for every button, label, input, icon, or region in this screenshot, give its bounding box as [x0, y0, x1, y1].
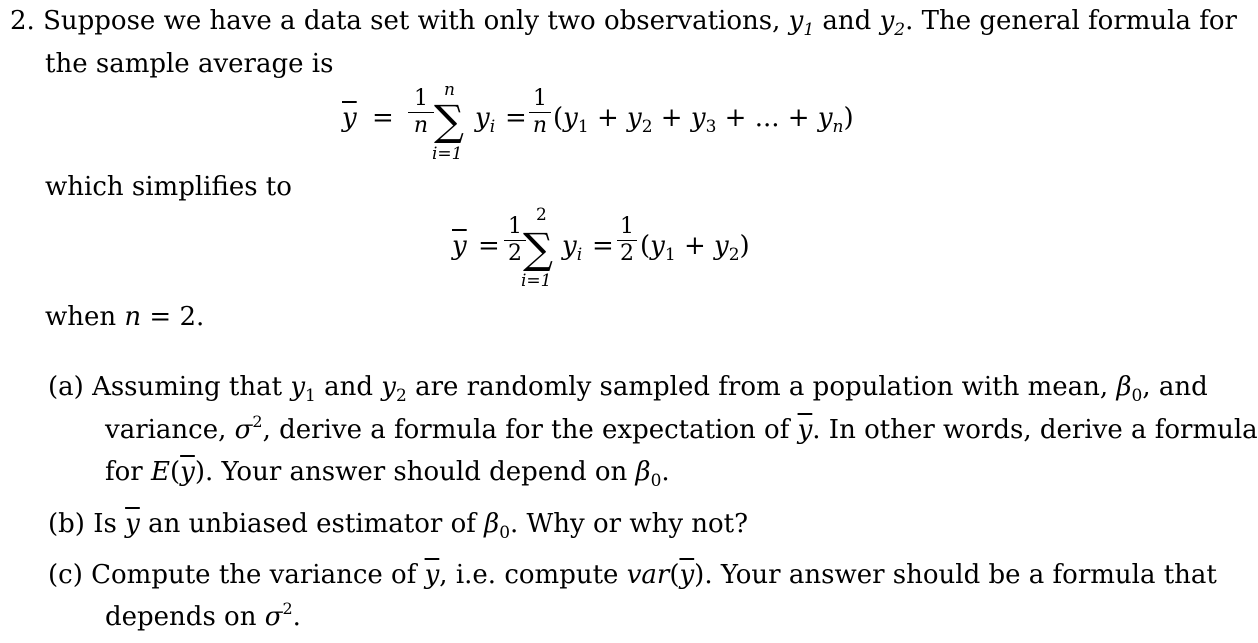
part-b-label: (b)	[48, 509, 85, 539]
y2-symbol: $y_2$	[879, 6, 906, 40]
problem-number: 2.	[10, 6, 35, 36]
intro-and: and	[822, 6, 872, 36]
part-c-line1: (c) Compute the variance of $\overline{y}$, i.e. compute $var(\overline{y})$. Your answer should be a formula that	[48, 560, 1217, 590]
part-a-line3: for $E(\overline{y})$. Your answer should depend on $\beta_0$.	[105, 457, 670, 491]
part-a-label: (a)	[48, 372, 84, 402]
part-c-line2: depends on $\sigma^2$.	[105, 599, 301, 632]
part-b: (b) Is $\overline{y}$ an unbiased estimator of $\beta_0$. Why or why not?	[48, 509, 749, 543]
part-a-line1: (a) Assuming that $y_1$ and $y_2$ are randomly sampled from a population with mean, $\beta_0$, and	[48, 372, 1208, 406]
when-clause: when n = 2.	[45, 302, 205, 332]
simplifies-text: which simplifies to	[45, 172, 292, 202]
problem-intro: 2. Suppose we have a data set with only two observations, $y_1$ and $y_2$. The general formula for	[10, 6, 1237, 40]
intro-line2: the sample average is	[45, 49, 334, 79]
y1-symbol: $y_1$	[788, 6, 815, 40]
intro-end: The general formula for	[921, 6, 1237, 36]
intro-text: Suppose we have a data set with only two observations,	[43, 6, 781, 36]
part-a-line2: variance, $\sigma^2$, derive a formula for the expectation of $\overline{y}$. In other words, derive a formula	[105, 412, 1258, 445]
part-c-label: (c)	[48, 560, 83, 590]
